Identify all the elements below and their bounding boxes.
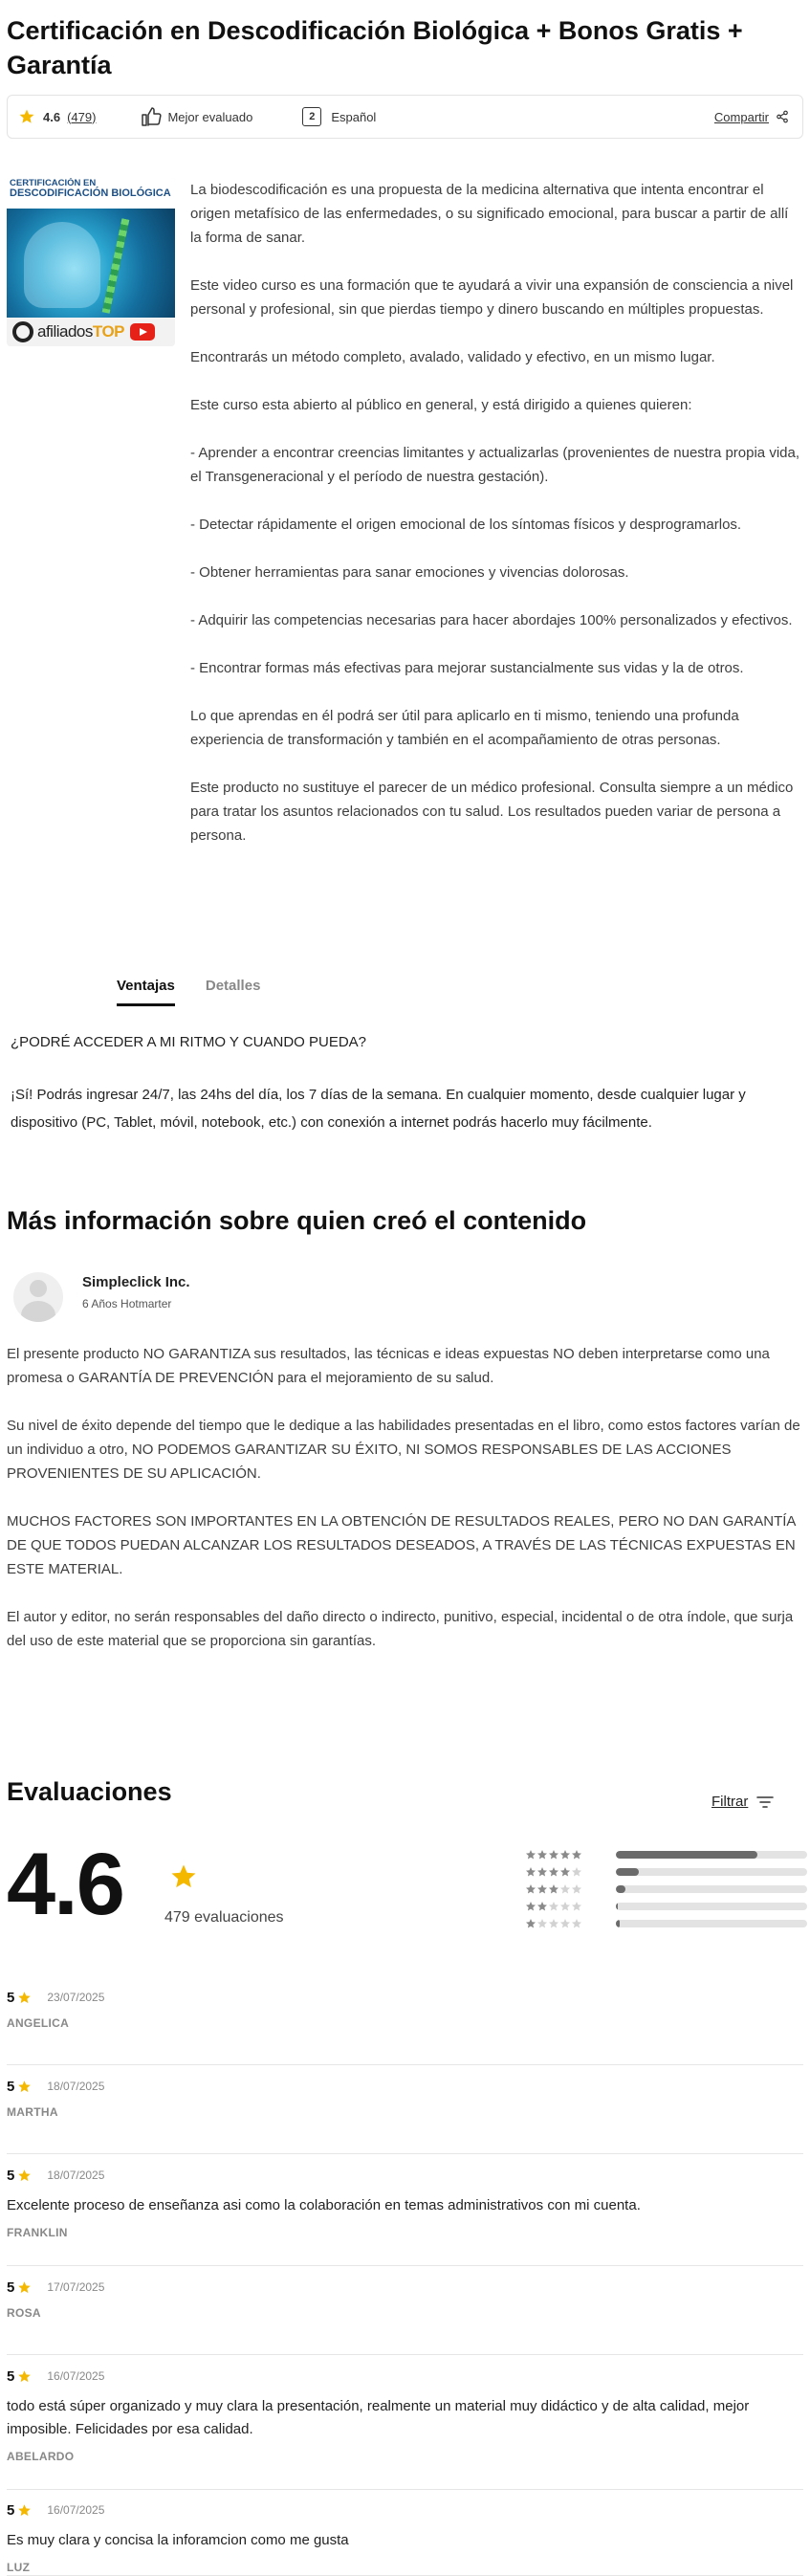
review-text: todo está súper organizado y muy clara la presentación, realmente un material muy didáctico y de alta calidad, mejor imposible. Felicidades por esa calidad. (7, 2398, 750, 2437)
distribution-bar-fill (616, 1851, 757, 1859)
distribution-bar (616, 1903, 807, 1910)
review-score: 5 (7, 2078, 15, 2095)
rating-value: 4.6 (43, 109, 61, 124)
distribution-bar (616, 1920, 807, 1927)
review-card (7, 2165, 803, 2266)
share-label: Compartir (713, 109, 769, 124)
description-paragraph: Lo que aprendas en él podrá ser útil para aplicarlo en ti mismo, teniendo una profunda experiencia de transformación y también en el acompañamiento de otras personas. (190, 708, 739, 748)
review-date: 16/07/2025 (47, 2503, 105, 2517)
distribution-bar (616, 1868, 807, 1876)
reviews-heading: Evaluaciones (7, 1777, 172, 1806)
distribution-bar (616, 1885, 807, 1893)
review-author: MARTHA (7, 2105, 58, 2119)
star-icon (17, 2169, 32, 2183)
content-tabs (117, 978, 291, 1006)
review-score: 5 (7, 2167, 15, 2184)
disclaimer-paragraph: MUCHOS FACTORES SON IMPORTANTES EN LA OBTENCIÓN DE RESULTADOS REALES, PERO NO DAN GARANTÍA DE QUE TODOS PUEDAN ALCANZAR LOS RESULTADOS DESEADOS, A TRAVÉS DE LAS TÉCNICAS EXPUESTAS EN ESTE MATERIAL. (7, 1513, 796, 1577)
language-icon: 2 (302, 107, 321, 126)
distribution-bar (616, 1851, 807, 1859)
thumbnail-line2: DESCODIFICACIÓN BIOLÓGICA (10, 187, 171, 199)
distribution-stars (525, 1849, 582, 1860)
distribution-row[interactable] (525, 1898, 807, 1915)
star-icon (536, 1883, 548, 1895)
dna-strand (102, 218, 130, 313)
description-paragraph: Este video curso es una formación que te ayudará a vivir una expansión de consciencia a nivel personal y profesional, sin que pierdas tiempo y dinero buscando en múltiples propuestas. (190, 277, 794, 318)
description-paragraph: Este producto no sustituye el parecer de un médico profesional. Consulta siempre a un médico para tratar los asuntos relacionados con tu salud. Los resultados pueden variar de persona a persona. (190, 780, 794, 844)
distribution-row[interactable] (525, 1846, 807, 1863)
star-icon (559, 1849, 571, 1860)
star-icon (169, 1862, 198, 1891)
star-icon (525, 1849, 536, 1860)
youtube-icon (130, 323, 155, 341)
star-icon (571, 1849, 582, 1860)
product-thumbnail (7, 178, 175, 346)
disclaimer-paragraph: Su nivel de éxito depende del tiempo que le dedique a las habilidades presentadas en el libro, como estos factores varían de un individuo a otro, NO PODEMOS GARANTIZAR SU ÉXITO, NI SOMOS RESPONSABLES DE LAS ACCIONES PROVENIENTES DE SU APLICACIÓN. (7, 1418, 800, 1482)
description-paragraph: - Adquirir las competencias necesarias para hacer abordajes 100% personalizados y efectivos. (190, 612, 793, 628)
brand-name: afiliadosTOP (37, 322, 125, 341)
star-icon (525, 1883, 536, 1895)
star-icon (571, 1866, 582, 1878)
star-icon (571, 1883, 582, 1895)
review-text: Excelente proceso de enseñanza asi como la colaboración en temas administrativos con mi cuenta. (7, 2197, 641, 2213)
faq-answer: ¡Sí! Podrás ingresar 24/7, las 24hs del día, los 7 días de la semana. En cualquier momento, desde cualquier lugar y dispositivo (PC, Tablet, móvil, notebook, etc.) con conexión a internet podrás hacerlo muy fácilmente. (11, 1087, 746, 1131)
star-icon (559, 1883, 571, 1895)
star-icon (571, 1901, 582, 1912)
star-icon (548, 1866, 559, 1878)
distribution-stars (525, 1918, 582, 1929)
star-icon (548, 1918, 559, 1929)
star-icon (536, 1918, 548, 1929)
review-card (7, 1987, 803, 2065)
product-description (190, 178, 800, 871)
distribution-row[interactable] (525, 1881, 807, 1898)
review-date: 16/07/2025 (47, 2369, 105, 2383)
description-paragraph: Encontrarás un método completo, avalado, validado y efectivo, en un mismo lugar. (190, 349, 715, 365)
review-card (7, 2366, 803, 2490)
review-score: 5 (7, 2367, 15, 2385)
star-icon (18, 108, 35, 125)
description-paragraph: - Detectar rápidamente el origen emocional de los síntomas físicos y desprogramarlos. (190, 517, 742, 533)
product-info-bar (7, 95, 803, 139)
best-rated-badge: Mejor evaluado (167, 109, 253, 124)
star-icon (559, 1918, 571, 1929)
review-date: 23/07/2025 (47, 1991, 105, 2004)
review-text: Es muy clara y concisa la inforamcion como me gusta (7, 2532, 349, 2548)
star-icon (536, 1849, 548, 1860)
filter-button[interactable] (711, 1794, 774, 1810)
description-paragraph: Este curso esta abierto al público en general, y está dirigido a quienes quieren: (190, 397, 692, 413)
description-paragraph: - Obtener herramientas para sanar emociones y vivencias dolorosas. (190, 564, 629, 581)
head-silhouette (24, 222, 100, 308)
author-name[interactable]: Simpleclick Inc. (82, 1274, 190, 1290)
review-header (7, 1987, 803, 2008)
disclaimer-paragraph: El presente producto NO GARANTIZA sus resultados, las técnicas e ideas expuestas NO deben interpretarse como una promesa o GARANTÍA DE PREVENCIÓN para el mejoramiento de su salud. (7, 1346, 770, 1386)
review-header (7, 2165, 803, 2186)
review-date: 18/07/2025 (47, 2080, 105, 2093)
review-author: FRANKLIN (7, 2226, 68, 2239)
rating-count-link[interactable]: (479) (67, 109, 97, 124)
thumbnail-line1: CERTIFICACIÓN EN (10, 178, 97, 188)
share-button[interactable] (714, 110, 789, 124)
star-icon (571, 1918, 582, 1929)
review-card (7, 2076, 803, 2154)
review-author: ABELARDO (7, 2450, 75, 2463)
tab-detalles[interactable]: Detalles (205, 978, 261, 994)
review-header (7, 2499, 803, 2521)
distribution-bar-fill (616, 1885, 625, 1893)
language-label: Español (331, 109, 377, 124)
average-score: 4.6 (7, 1836, 123, 1933)
author-card[interactable] (13, 1272, 190, 1322)
review-card (7, 2499, 803, 2576)
distribution-bar-fill (616, 1868, 639, 1876)
review-date: 18/07/2025 (47, 2169, 105, 2182)
review-card (7, 2277, 803, 2355)
share-icon (776, 110, 789, 123)
star-icon (525, 1918, 536, 1929)
star-icon (536, 1866, 548, 1878)
review-header (7, 2277, 803, 2298)
rating-distribution (525, 1846, 807, 1932)
distribution-row[interactable] (525, 1863, 807, 1881)
review-date: 17/07/2025 (47, 2280, 105, 2294)
distribution-bar-fill (616, 1920, 620, 1927)
description-paragraph: La biodescodificación es una propuesta de la medicina alternativa que intenta encontrar el origen metafísico de las enfermedades, o su significado emocional, para buscar a partir de allí la forma de sanar. (190, 182, 789, 246)
star-icon (559, 1901, 571, 1912)
star-icon (548, 1849, 559, 1860)
author-meta: 6 Años Hotmarter (82, 1297, 172, 1310)
review-header (7, 2366, 803, 2387)
review-author: ANGELICA (7, 2016, 70, 2030)
review-author: ROSA (7, 2306, 41, 2320)
star-icon (17, 2080, 32, 2094)
filter-label: Filtrar (711, 1794, 749, 1810)
star-icon (536, 1901, 548, 1912)
star-icon (17, 2369, 32, 2384)
product-title: Certificación en Descodificación Biológica + Bonos Gratis + Garantía (7, 16, 743, 79)
star-icon (525, 1901, 536, 1912)
distribution-row[interactable] (525, 1915, 807, 1932)
review-author: LUZ (7, 2561, 31, 2574)
tab-ventajas[interactable]: Ventajas (117, 978, 175, 1006)
distribution-bar-fill (616, 1903, 618, 1910)
star-icon (17, 1991, 32, 2005)
review-score: 5 (7, 2279, 15, 2296)
thumbnail-image (7, 209, 175, 318)
star-icon (525, 1866, 536, 1878)
thumbnail-brand-bar (7, 318, 175, 346)
disclaimer-paragraph: El autor y editor, no serán responsables del daño directo o indirecto, punitivo, especial, incidental o de otra índole, que surja del uso de este material que se proporciona sin garantías. (7, 1609, 794, 1649)
star-icon (17, 2280, 32, 2295)
star-icon (17, 2503, 32, 2518)
distribution-stars (525, 1901, 582, 1912)
filter-icon (756, 1795, 774, 1809)
avatar (13, 1272, 63, 1322)
brand-logo-icon (12, 321, 33, 342)
faq-question: ¿PODRÉ ACCEDER A MI RITMO Y CUANDO PUEDA? (11, 1034, 367, 1050)
description-paragraph: - Aprender a encontrar creencias limitantes y actualizarlas (provenientes de nuestra propia vida, el Transgeneracional y el período de nuestra gestación). (190, 445, 800, 485)
distribution-stars (525, 1866, 582, 1878)
review-score: 5 (7, 2501, 15, 2519)
thumbnail-header (7, 178, 175, 209)
thumbs-up-icon (140, 105, 163, 128)
description-paragraph: - Encontrar formas más efectivas para mejorar sustancialmente sus vidas y la de otros. (190, 660, 744, 676)
review-count: 479 evaluaciones (164, 1909, 284, 1926)
author-disclaimer (7, 1342, 800, 1677)
distribution-stars (525, 1883, 582, 1895)
star-icon (548, 1901, 559, 1912)
star-icon (559, 1866, 571, 1878)
review-score: 5 (7, 1989, 15, 2006)
star-icon (548, 1883, 559, 1895)
author-section-heading: Más información sobre quien creó el contenido (7, 1206, 587, 1235)
review-header (7, 2076, 803, 2097)
